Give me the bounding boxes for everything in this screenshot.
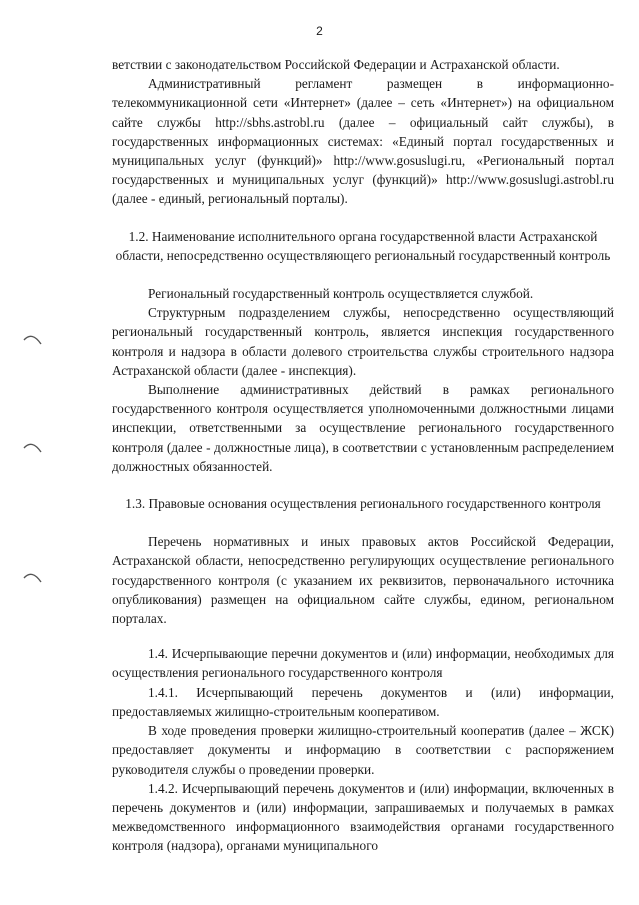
paragraph-continuation: ветствии с законодательством Российской Федерации и Астраханской области. [112, 57, 560, 72]
paragraph-regulation-placement: Административный регламент размещен в информационно-телекоммуникационной сети «Интернет» (далее – сеть «Интернет») на официальном сайте службы http://sbhs.astrobl.ru (далее – официальный сайт службы), в государственных информационных системах: «Единый портал государственных и муниципальных услуг (функций)» http://www.gosuslugi.ru, «Региональный портал государственных и муниципальных услуг (функций)» http://www.gosuslugi.astrobl.ru (далее - единый, региональный порталы). [112, 76, 614, 207]
paragraph-1-4-2: 1.4.2. Исчерпывающий перечень документов и (или) информации, включенных в перечень документов и (или) информации, запрашиваемых и получаемых в рамках межведомственного информационного взаимодействия органами государственного контроля (надзора), органами муниципального [112, 780, 614, 854]
paragraph-1-4-1: 1.4.1. Исчерпывающий перечень документов и (или) информации, предоставляемых жилищно-строительным кооперативом. [112, 684, 614, 719]
section-heading-1-2: 1.2. Наименование исполнительного органа государственной власти Астраханской области, непосредственно осуществляющего региональный государственный контроль [115, 228, 611, 263]
binding-mark-3 [22, 570, 44, 588]
paragraph-inspection-documents: В ходе проведения проверки жилищно-строительный кооператив (далее – ЖСК) предоставляет документы и информацию в соответствии с распоряжением руководителя службы о проведении проверки. [112, 723, 614, 777]
section-heading-1-3: 1.3. Правовые основания осуществления регионального государственного контроля [125, 496, 601, 512]
page-number: 2 [316, 24, 323, 38]
binding-mark-2 [22, 440, 44, 458]
paragraph-control-by-service: Региональный государственный контроль осуществляется службой. [148, 286, 534, 302]
paragraph-administrative-actions: Выполнение административных действий в рамках регионального государственного контроля осуществляется уполномоченными должностными лицами инспекции, ответственными за осуществление регионального государственного контроля (далее - должностные лица), в соответствии с установленным распределением должностных обязанностей. [112, 382, 614, 474]
binding-mark-1 [22, 332, 44, 350]
paragraph-structural-unit: Структурным подразделением службы, непосредственно осуществляющий региональный государственный контроль, является инспекция государственного контроля и надзора в области долевого строительства службы строительного надзора Астраханской области (далее - инспекция). [112, 305, 614, 378]
section-heading-1-4: 1.4. Исчерпывающие перечни документов и (или) информации, необходимых для осуществления регионального государственного контроля [112, 646, 614, 681]
paragraph-legal-acts: Перечень нормативных и иных правовых актов Российской Федерации, Астраханской области, непосредственно регулирующих осуществление регионального государственного контроля (с указанием их реквизитов, первоначального источника опубликования) размещен на официальном сайте службы, едином, региональном порталах. [112, 534, 614, 627]
document-body [112, 55, 614, 856]
